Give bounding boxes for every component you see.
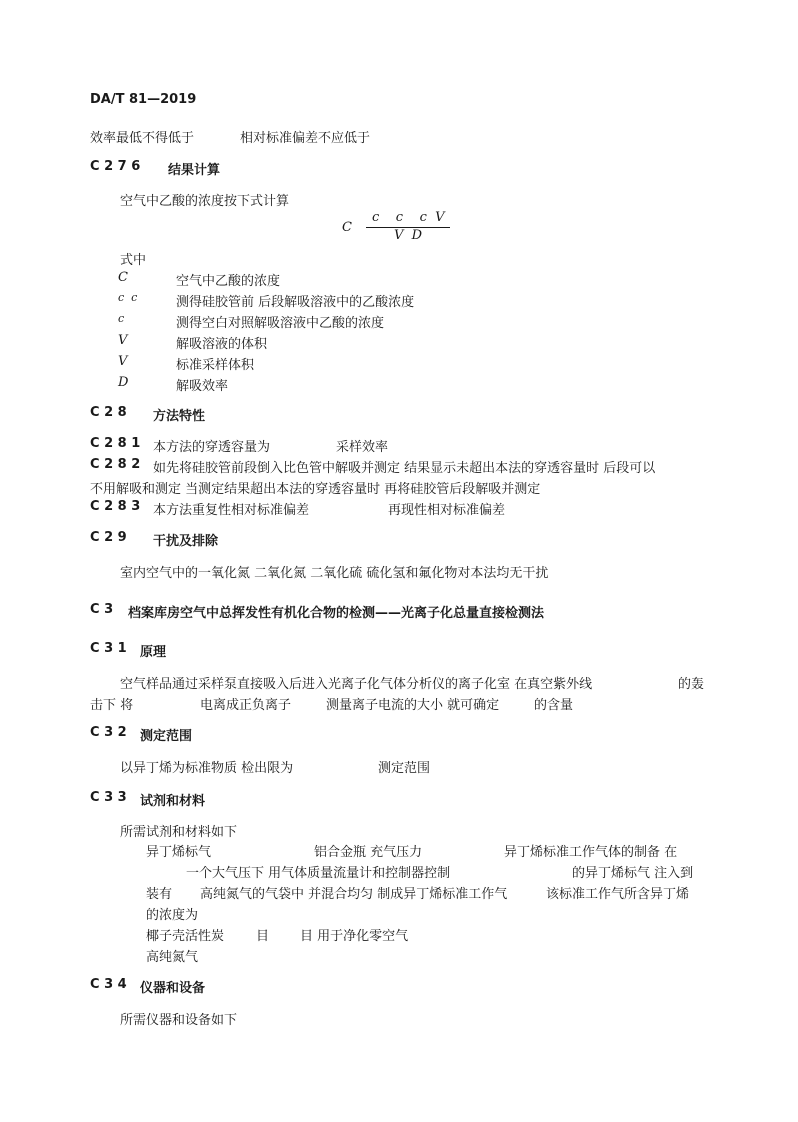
chapter-number: C 3 bbox=[90, 602, 114, 617]
list-item-text: 高纯氮气 bbox=[146, 950, 199, 965]
list-item-text: 装有 bbox=[146, 887, 173, 902]
paragraph-text: 的轰 bbox=[678, 677, 705, 692]
document-code: DA/T 81—2019 bbox=[90, 92, 197, 107]
list-item-text: 异丁烯标准工作气体的制备 在 bbox=[504, 845, 678, 860]
section-title: 测定范围 bbox=[140, 729, 193, 744]
paragraph-text: 不用解吸和测定 当测定结果超出本法的穿透容量时 再将硅胶管后段解吸并测定 bbox=[90, 482, 541, 497]
definition-symbol: V bbox=[118, 354, 128, 369]
section-number: C 2 8 2 bbox=[90, 457, 141, 472]
paragraph-text: 所需仪器和设备如下 bbox=[120, 1013, 238, 1028]
definition-symbol: D bbox=[118, 375, 129, 390]
list-item-text: 铝合金瓶 充气压力 bbox=[314, 845, 423, 860]
formula-lhs: C bbox=[342, 220, 352, 235]
paragraph-text: 电离成正负离子 bbox=[200, 698, 292, 713]
list-item-text: 目 用于净化零空气 bbox=[300, 929, 409, 944]
section-number: C 2 7 6 bbox=[90, 159, 141, 174]
where-label: 式中 bbox=[120, 253, 147, 268]
paragraph-text: 所需试剂和材料如下 bbox=[120, 825, 238, 840]
definition-symbol: c bbox=[118, 312, 125, 325]
paragraph-text: 本方法重复性相对标准偏差 bbox=[153, 503, 310, 518]
paragraph-text: 击下 将 bbox=[90, 698, 134, 713]
list-item-text: 高纯氮气的气袋中 并混合均匀 制成异丁烯标准工作气 bbox=[200, 887, 508, 902]
section-number: C 2 8 bbox=[90, 405, 127, 420]
definition-symbol: V bbox=[118, 333, 128, 348]
section-number: C 3 4 bbox=[90, 977, 127, 992]
section-number: C 2 8 3 bbox=[90, 499, 141, 514]
formula-numerator: c c c V bbox=[372, 210, 445, 225]
list-item-text: 椰子壳活性炭 bbox=[146, 929, 225, 944]
list-item-text: 一个大气压下 用气体质量流量计和控制器控制 bbox=[186, 866, 451, 881]
section-title: 试剂和材料 bbox=[140, 794, 206, 809]
list-item-text: 目 bbox=[256, 929, 270, 944]
list-item-text: 的浓度为 bbox=[146, 908, 199, 923]
section-title: 方法特性 bbox=[153, 409, 206, 424]
paragraph-text: 本方法的穿透容量为 bbox=[153, 440, 271, 455]
chapter-title: 档案库房空气中总挥发性有机化合物的检测——光离子化总量直接检测法 bbox=[128, 606, 545, 621]
paragraph-text: 以异丁烯为标准物质 检出限为 bbox=[120, 761, 294, 776]
list-item-text: 异丁烯标气 bbox=[146, 845, 212, 860]
definition-text: 测得空白对照解吸溶液中乙酸的浓度 bbox=[176, 316, 385, 331]
section-title: 干扰及排除 bbox=[153, 534, 219, 549]
section-number: C 2 9 bbox=[90, 530, 127, 545]
paragraph-text: 再现性相对标准偏差 bbox=[388, 503, 506, 518]
section-title: 原理 bbox=[140, 645, 167, 660]
paragraph-text: 采样效率 bbox=[336, 440, 389, 455]
definition-symbol: c c bbox=[118, 291, 138, 304]
definition-text: 空气中乙酸的浓度 bbox=[176, 274, 281, 289]
section-title: 仪器和设备 bbox=[140, 981, 206, 996]
list-item-text: 该标准工作气所含异丁烯 bbox=[546, 887, 690, 902]
paragraph-text: 空气样品通过采样泵直接吸入后进入光离子化气体分析仪的离子化室 在真空紫外线 bbox=[120, 677, 593, 692]
paragraph-text: 室内空气中的一氧化氮 二氧化氮 二氧化硫 硫化氢和氟化物对本法均无干扰 bbox=[120, 566, 549, 581]
section-number: C 2 8 1 bbox=[90, 436, 141, 451]
formula-denominator: V D bbox=[394, 228, 423, 243]
paragraph-text: 测量离子电流的大小 就可确定 bbox=[326, 698, 500, 713]
section-title: 结果计算 bbox=[168, 163, 221, 178]
section-number: C 3 2 bbox=[90, 725, 127, 740]
paragraph-text: 的含量 bbox=[534, 698, 574, 713]
list-item-text: 的异丁烯标气 注入到 bbox=[572, 866, 694, 881]
line-text: 效率最低不得低于 bbox=[90, 131, 195, 146]
paragraph-text: 测定范围 bbox=[378, 761, 431, 776]
definition-text: 解吸效率 bbox=[176, 379, 229, 394]
definition-symbol: C bbox=[118, 270, 128, 285]
section-number: C 3 1 bbox=[90, 641, 127, 656]
paragraph-text: 如先将硅胶管前段倒入比色管中解吸并测定 结果显示未超出本法的穿透容量时 后段可以 bbox=[153, 461, 656, 476]
definition-text: 测得硅胶管前 后段解吸溶液中的乙酸浓度 bbox=[176, 295, 415, 310]
definition-text: 解吸溶液的体积 bbox=[176, 337, 268, 352]
definition-text: 标准采样体积 bbox=[176, 358, 255, 373]
section-number: C 3 3 bbox=[90, 790, 127, 805]
paragraph-text: 空气中乙酸的浓度按下式计算 bbox=[120, 194, 290, 209]
line-text: 相对标准偏差不应低于 bbox=[240, 131, 371, 146]
